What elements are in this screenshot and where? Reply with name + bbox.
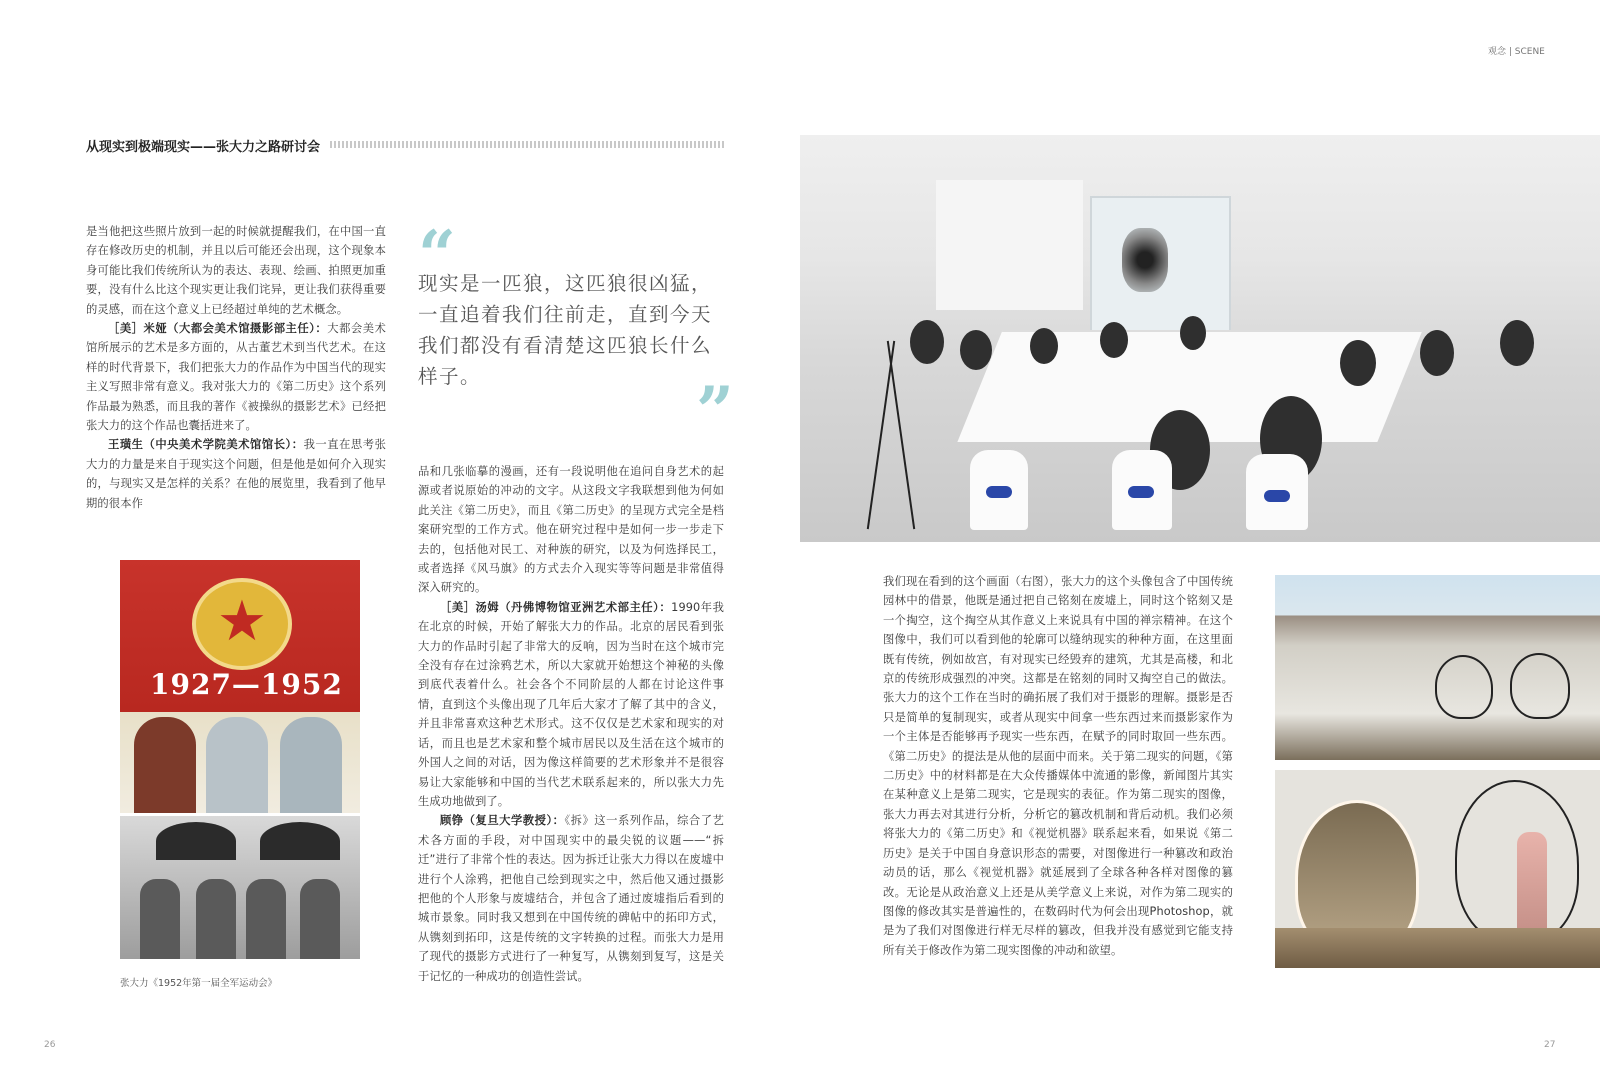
column-1 bbox=[86, 222, 386, 513]
person bbox=[960, 330, 992, 370]
paragraph: 品和几张临摹的漫画，还有一段说明他在追问自身艺术的起源或者说原始的冲动的文字。从这段文字我联想到他为何如此关注《第二历史》，而且《第二历史》的呈现方式完全是档案研究型的工作方式。他在研究过程中是如何一步一步走下去的，包括他对民工、对种族的研究，以及为何选择民工，或者选择《风马旗》的方式去介入现实等等问题是非常值得深入研究的。 bbox=[418, 465, 724, 595]
person bbox=[1420, 330, 1454, 376]
graffiti-wall-photo bbox=[1275, 575, 1600, 760]
paragraph: 我们现在看到的这个画面（右图），张大力的这个头像包含了中国传统园林中的借景，他既是通过把自己铭刻在废墟上，同时这个铭刻又是一个掏空，这个掏空从其作意义上来说具有中国的禅宗精神。在这个图像中，我们可以看到他的轮廓可以缝纳现实的种种方面，在这里面既有传统，例如故宫，有对现实已经毁弃的建筑，尤其是高楼，和北京的传统形成强烈的冲突。这都是在铭刻的同时又掏空自己的做法。张大力的这个工作在当时的确拓展了我们对于摄影的理解。摄影是否只是简单的复制现实，或者从现实中间拿一些东西过来而摄影家作为一个主体是否能够再予现实一些东西，在赋予的同时取回一些东西。《第二历史》的提法是从他的层面中而来。关于第二现实的问题，《第二历史》中的材料都是在大众传播媒体中流通的影像，新闻图片其实在某种意义上是第二现实，它是现实的表征。作为第二现实的图像，张大力再去对其进行分析，分析它的篡改机制和背后动机。我们必须将张大力的《第二历史》和《视觉机器》联系起来看，如果说《第二历史》是关于中国自身意识形态的需要，对图像进行一种篡改和政治动员的话，那么《视觉机器》就延展到了全球各种各样对图像的篡改。无论是从政治意义上还是从美学意义上来说，对作为第二现实的图像的修改其实是普遍性的，在数码时代为何会出现Photoshop，就是为了我们对图像进行样无尽样的篡改，但我并没有感觉到它能支持所有关于修改作为第二现实图像的冲动和欲望。 bbox=[883, 575, 1233, 957]
person bbox=[910, 320, 944, 364]
paragraph-text: 1990年我在北京的时候，开始了解张大力的作品。北京的居民看到张大力的作品时引起了非常大的反响，因为当时在这个城市完全没有存在过涂鸦艺术，所以大家就开始想这个神秘的头像到底代表着什么。社会各个不同阶层的人都在讨论这件事情，直到这个头像出现了几年后大家才了解了其中的含义，并且非常喜欢这种艺术形式。这不仅仅是艺术家和现实的对话，而且也是艺术家和整个城市居民以及生活在这个城市的外国人之间的对话，因为像这样简要的艺术形象并不是很容易让大家能够和中国的当代艺术联系起来的，所以张大力先生成功地做到了。 bbox=[418, 600, 724, 808]
speaker-name: ［美］汤姆（丹佛博物馆亚洲艺术部主任）： bbox=[440, 600, 672, 614]
wall-hole-photo bbox=[1275, 770, 1600, 968]
wall-panel bbox=[936, 180, 1083, 310]
figure bbox=[134, 717, 196, 813]
figure bbox=[140, 879, 180, 959]
figure bbox=[206, 717, 268, 813]
tripod bbox=[887, 341, 915, 529]
person bbox=[1500, 320, 1534, 366]
article-title: 从现实到极端现实——张大力之路研讨会 bbox=[86, 140, 328, 155]
paragraph: 是当他把这些照片放到一起的时候就提醒我们，在中国一直存在修改历史的机制，并且以后可能还会出现，这个现象本身可能比我们传统所认为的表达、表现、绘画、拍照更加重要，没有什么比这个现实更让我们诧异，更让我们获得重要的灵感，而在这个意义上已经超过单纯的艺术概念。 bbox=[86, 225, 386, 316]
bw-photo bbox=[120, 816, 360, 959]
graffiti-head bbox=[1435, 655, 1493, 719]
attendees bbox=[820, 300, 1580, 530]
page-number-left: 26 bbox=[44, 1040, 56, 1050]
mannequin bbox=[1517, 832, 1547, 942]
screen-image bbox=[1122, 228, 1168, 292]
photo-caption: 张大力《1952年第一届全军运动会》 bbox=[120, 978, 278, 989]
paragraph bbox=[418, 811, 724, 986]
person bbox=[1100, 322, 1128, 358]
umbrella bbox=[260, 822, 340, 860]
figure bbox=[300, 879, 340, 959]
person bbox=[1030, 328, 1058, 364]
figure bbox=[196, 879, 236, 959]
speaker-name: 王璜生（中央美术学院美术馆馆长）： bbox=[108, 438, 304, 452]
column-3 bbox=[883, 572, 1233, 960]
page-number-right: 27 bbox=[1544, 1040, 1556, 1050]
pull-quote-text: 现实是一匹狼，这匹狼很凶猛，一直追着我们往前走，直到今天我们都没有看清楚这匹狼长什么样子。 bbox=[418, 272, 713, 388]
poster-years: 1927—1952 bbox=[150, 668, 343, 701]
person bbox=[1340, 340, 1376, 386]
open-quote-icon: “ bbox=[418, 216, 456, 294]
paragraph bbox=[86, 319, 386, 435]
person bbox=[1180, 316, 1206, 350]
section-header: 观念 | SCENE bbox=[1488, 47, 1545, 57]
close-quote-icon: ” bbox=[696, 372, 734, 450]
paragraph-text: 我一直在思考张大力的力量是来自于现实这个问题，但是他是如何介入现实的，与现实又是怎样的关系？在他的展览里，我看到了他早期的很本作 bbox=[86, 438, 386, 510]
paragraph-text: 《拆》这一系列作品，综合了艺术各方面的手段，对中国现实中的最尖锐的议题——“拆迁”进行了非常个性的表达。因为拆迁让张大力得以在废墟中进行个人涂鸦，把他自己绘到现实之中，然后他又通过摄影把他的个人形象与废墟结合，并包含了通过废墟指后看到的城市景象。同时我又想到在中国传统的碑帖中的拓印方式，从镌刻到拓印，这是传统的文字转换的过程。而张大力是用了现代的摄影方式进行了一种复写，从镌刻到复写，这是关于记忆的一种成功的创造性尝试。 bbox=[418, 814, 724, 983]
figure bbox=[246, 879, 286, 959]
star-emblem bbox=[192, 578, 292, 670]
star-icon: ★ bbox=[216, 589, 268, 654]
figure bbox=[280, 717, 342, 813]
paragraph bbox=[418, 598, 724, 811]
column-2 bbox=[418, 462, 724, 986]
poster-photo bbox=[120, 560, 360, 813]
pull-quote bbox=[418, 216, 734, 450]
chair-bow bbox=[986, 486, 1012, 498]
chair-bow bbox=[1128, 486, 1154, 498]
title-rule bbox=[326, 141, 726, 148]
umbrella bbox=[156, 822, 236, 860]
rubble bbox=[1275, 928, 1600, 968]
graffiti-head bbox=[1510, 653, 1570, 719]
paragraph bbox=[86, 435, 386, 513]
chair-bow bbox=[1264, 490, 1290, 502]
speaker-name: 顾铮（复旦大学教授）： bbox=[440, 814, 565, 828]
speaker-name: ［美］米娅（大都会美术馆摄影部主任）： bbox=[108, 322, 328, 336]
article-title-bar bbox=[86, 136, 726, 155]
paragraph-text: 大都会美术馆所展示的艺术是多方面的，从古董艺术到当代艺术。在这样的时代背景下，我们把张大力的作品作为中国当代的现实主义写照非常有意义。我对张大力的《第二历史》这个系列作品最为熟悉，而且我的著作《被操纵的摄影艺术》已经把张大力的这个作品也囊括进来了。 bbox=[86, 322, 386, 433]
